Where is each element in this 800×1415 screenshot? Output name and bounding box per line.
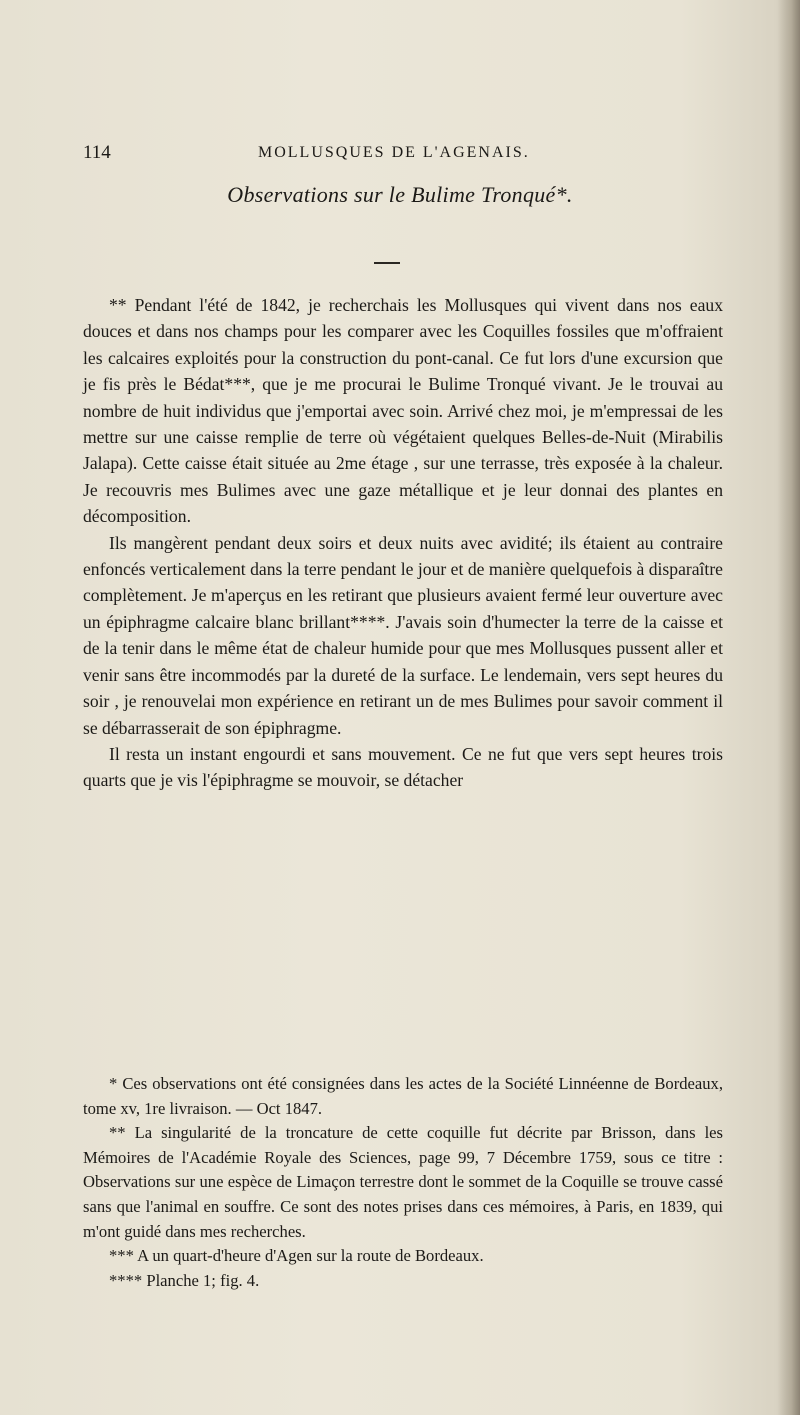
page-edge-shadow [778, 0, 800, 1415]
paragraph: Il resta un instant engourdi et sans mouvement. Ce ne fut que vers sept heures trois quarts que je vis l'épiphragme se mouvoir, se détacher [83, 743, 723, 791]
running-head: MOLLUSQUES DE L'AGENAIS. [258, 144, 530, 161]
footnote: **** Planche 1; fig. 4. [109, 1270, 260, 1290]
body-text [83, 292, 723, 794]
footnote: * Ces observations ont été consignées dans les actes de la Société Linnéenne de Bordeaux, tome xv, 1re livraison. — Oct 1847. [83, 1074, 723, 1118]
footnotes [83, 1072, 723, 1293]
article-title: Observations sur le Bulime Tronqué*. [227, 182, 573, 207]
page-header [83, 142, 723, 166]
page-number: 114 [83, 142, 111, 163]
footnote: ** La singularité de la troncature de cette coquille fut décrite par Brisson, dans les Mémoires de l'Académie Royale des Sciences, page 99, 7 Décembre 1759, sous ce titre : Observations sur une espèce de Limaçon terrestre dont le sommet de la Coquille se trouve cassé sans que l'animal en souffre. Ce sont des notes prises dans ces mémoires, à Paris, en 1839, qui m'ont guidé dans mes recherches. [83, 1123, 723, 1241]
paragraph: ** Pendant l'été de 1842, je recherchais les Mollusques qui vivent dans nos eaux douces et dans nos champs pour les comparer avec les Coquilles fossiles que m'offraient les calcaires exploités pour la construction du pont-canal. Ce fut lors d'une excursion que je fis près le Bédat***, que je me procurai le Bulime Tronqué vivant. Je le trouvai au nombre de huit individus que j'emportai avec soin. Arrivé chez moi, je m'empressai de les mettre sur une caisse remplie de terre où végétaient quelques Belles-de-Nuit (Mirabilis Jalapa). Cette caisse était située au 2me étage , sur une terrasse, très exposée à la chaleur. Je recouvris mes Bulimes avec une gaze métallique et je leur donnai des plantes en décomposition. [83, 295, 723, 527]
footnote: *** A un quart-d'heure d'Agen sur la route de Bordeaux. [109, 1246, 484, 1266]
title-rule [374, 262, 400, 264]
paragraph: Ils mangèrent pendant deux soirs et deux nuits avec avidité; ils étaient au contraire enfoncés verticalement dans la terre pendant le jour et de manière quelquefois à disparaître complètement. Je m'aperçus en les retirant que plusieurs avaient fermé leur ouverture avec un épiphragme calcaire blanc brillant****. J'avais soin d'humecter la terre de la caisse et de la tenir dans le même état de chaleur humide pour que mes Mollusques pussent aller et venir sans être incommodés par la dureté de la surface. Le lendemain, vers sept heures du soir , je renouvelai mon expérience en retirant un de mes Bulimes pour savoir comment il se débarrasserait de son épiphragme. [83, 532, 723, 738]
